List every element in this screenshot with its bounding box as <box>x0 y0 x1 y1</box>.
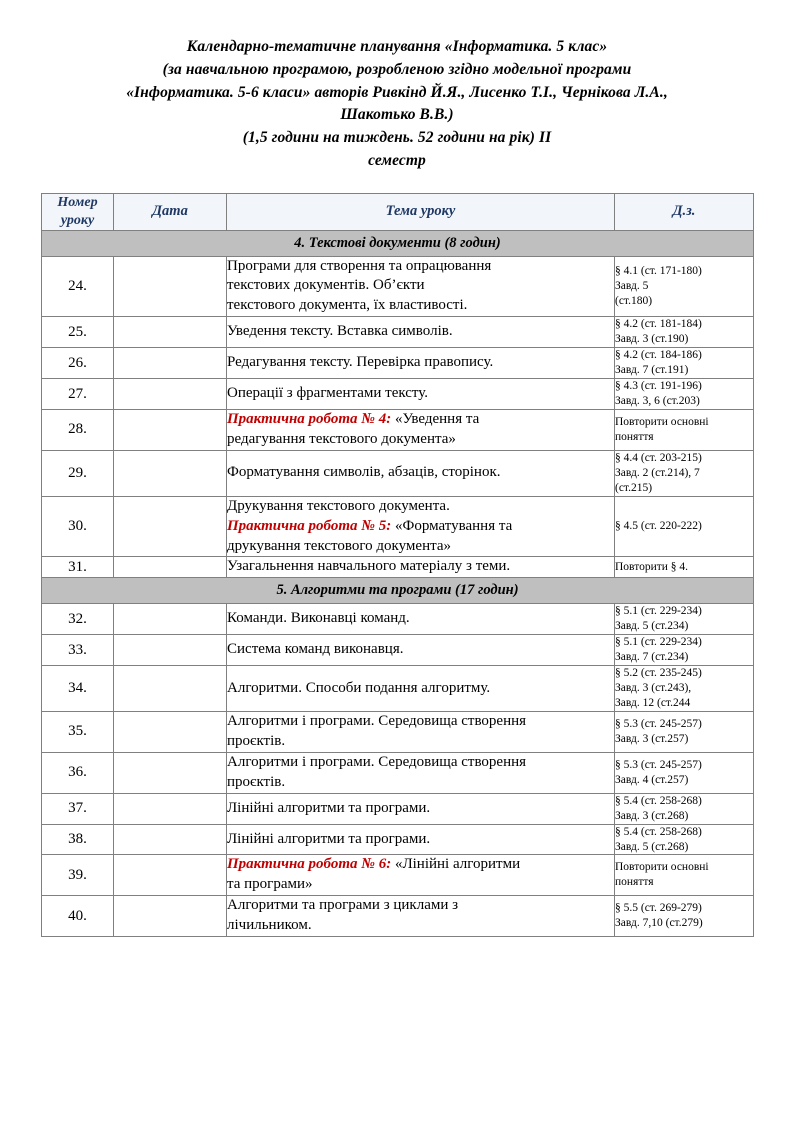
cell-homework <box>615 896 754 937</box>
section-title: 5. Алгоритми та програми (17 годин) <box>42 578 754 604</box>
homework-line: § 5.4 (ст. 258-268) <box>615 825 702 838</box>
cell-homework <box>615 824 754 855</box>
homework-line: (ст.215) <box>615 481 653 494</box>
cell-date[interactable] <box>114 379 227 410</box>
topic-line: Алгоритми. Способи подання алгоритму. <box>227 679 491 696</box>
column-header-homework: Д.з. <box>615 193 754 230</box>
homework-line: § 4.1 (ст. 171-180) <box>615 265 702 277</box>
table-row <box>42 604 754 635</box>
cell-date[interactable] <box>114 896 227 937</box>
cell-date[interactable] <box>114 348 227 379</box>
cell-lesson-number: 30. <box>42 496 114 557</box>
cell-lesson-number: 26. <box>42 348 114 379</box>
topic-line: Система команд виконавця. <box>227 641 404 658</box>
topic-line: Форматування символів, абзаців, сторінок. <box>227 464 501 481</box>
table-row <box>42 896 754 937</box>
table-header-row <box>42 193 754 230</box>
homework-line: Завд. 7,10 (ст.279) <box>615 917 703 930</box>
homework-line: § 4.3 (ст. 191-196) <box>615 380 702 393</box>
cell-topic <box>227 557 615 578</box>
cell-lesson-number: 35. <box>42 711 114 752</box>
cell-topic <box>227 752 615 793</box>
cell-homework <box>615 348 754 379</box>
homework-line: § 5.3 (ст. 245-257) <box>615 717 702 730</box>
cell-lesson-number: 34. <box>42 666 114 712</box>
homework-line: § 4.5 (ст. 220-222) <box>615 520 702 533</box>
homework-line: поняття <box>615 430 654 443</box>
homework-line: § 5.1 (ст. 229-234) <box>615 636 702 649</box>
cell-topic <box>227 317 615 348</box>
cell-date[interactable] <box>114 824 227 855</box>
topic-line: лічильником. <box>227 917 312 934</box>
table-row <box>42 348 754 379</box>
cell-date[interactable] <box>114 604 227 635</box>
topic-line: Команди. Виконавці команд. <box>227 610 410 627</box>
cell-homework <box>615 711 754 752</box>
cell-lesson-number: 40. <box>42 896 114 937</box>
topic-line <box>227 855 614 875</box>
cell-date[interactable] <box>114 635 227 666</box>
cell-lesson-number: 28. <box>42 409 114 450</box>
homework-line: Завд. 3 (ст.243), <box>615 682 692 695</box>
document-title <box>41 36 753 173</box>
homework-line: § 5.1 (ст. 229-234) <box>615 605 702 618</box>
column-header-lesson-number: Номер уроку <box>42 193 114 230</box>
table-row <box>42 496 754 557</box>
homework-line: Завд. 3 (ст.190) <box>615 333 689 346</box>
table-row <box>42 557 754 578</box>
homework-line: § 4.2 (ст. 184-186) <box>615 349 702 362</box>
cell-lesson-number: 37. <box>42 793 114 824</box>
cell-homework <box>615 855 754 896</box>
topic-line: Редагування тексту. Перевірка правопису. <box>227 354 494 371</box>
homework-line: Завд. 7 (ст.234) <box>615 651 689 664</box>
cell-homework <box>615 496 754 557</box>
cell-date[interactable] <box>114 496 227 557</box>
practical-work-label: Практична робота № 5: <box>227 517 392 534</box>
cell-topic <box>227 450 615 496</box>
cell-lesson-number: 29. <box>42 450 114 496</box>
title-line-3: «Інформатика. 5-6 класи» авторів Ривкінд Й.Я., Лисенко Т.І., Чернікова Л.А., <box>126 83 668 101</box>
cell-date[interactable] <box>114 317 227 348</box>
cell-topic <box>227 896 615 937</box>
section-header-row <box>42 230 754 256</box>
topic-line: текстового документа, їх властивості. <box>227 297 468 314</box>
cell-lesson-number: 31. <box>42 557 114 578</box>
title-line-6: семестр <box>368 151 426 169</box>
title-line-5: (1,5 години на тиждень. 52 години на рік) ІІ <box>242 129 552 147</box>
topic-line: Лінійні алгоритми та програми. <box>227 799 431 816</box>
title-line-1: Календарно-тематичне планування «Інформатика. 5 клас» <box>186 38 608 55</box>
practical-work-title: «Лінійні алгоритми <box>391 856 521 873</box>
cell-topic <box>227 824 615 855</box>
cell-topic <box>227 635 615 666</box>
cell-date[interactable] <box>114 666 227 712</box>
cell-date[interactable] <box>114 752 227 793</box>
homework-line: Завд. 7 (ст.191) <box>615 364 689 377</box>
cell-lesson-number: 32. <box>42 604 114 635</box>
topic-line: Алгоритми і програми. Середовища створення <box>227 753 527 770</box>
table-row <box>42 855 754 896</box>
cell-lesson-number: 38. <box>42 824 114 855</box>
homework-line: § 5.5 (ст. 269-279) <box>615 902 702 915</box>
homework-line: Завд. 3 (ст.268) <box>615 809 689 822</box>
homework-line: § 5.3 (ст. 245-257) <box>615 758 702 771</box>
cell-date[interactable] <box>114 793 227 824</box>
cell-topic <box>227 666 615 712</box>
table-row <box>42 379 754 410</box>
lesson-plan-table <box>41 193 754 938</box>
cell-lesson-number: 36. <box>42 752 114 793</box>
cell-homework <box>615 379 754 410</box>
topic-line: Лінійні алгоритми та програми. <box>227 830 431 847</box>
cell-homework <box>615 409 754 450</box>
section-title: 4. Текстові документи (8 годин) <box>42 230 754 256</box>
homework-line: Завд. 4 (ст.257) <box>615 773 689 786</box>
homework-line: (ст.180) <box>615 294 653 307</box>
title-line-2: (за навчальною програмою, розробленою згідно модельної програми <box>162 60 632 78</box>
topic-line: Програми для створення та опрацювання <box>227 257 492 274</box>
cell-date[interactable] <box>114 409 227 450</box>
cell-homework <box>615 256 754 317</box>
table-row <box>42 666 754 712</box>
practical-work-title: «Уведення та <box>391 410 480 427</box>
homework-line: Повторити основні <box>615 861 709 874</box>
cell-date[interactable] <box>114 711 227 752</box>
homework-line: § 5.4 (ст. 258-268) <box>615 794 702 807</box>
homework-line: Завд. 3 (ст.257) <box>615 732 689 745</box>
topic-line: Уведення тексту. Вставка символів. <box>227 323 453 340</box>
topic-line: Алгоритми та програми з циклами з <box>227 897 459 914</box>
cell-topic <box>227 348 615 379</box>
cell-topic <box>227 855 615 896</box>
table-row <box>42 317 754 348</box>
homework-line: Повторити основні <box>615 415 709 428</box>
cell-topic <box>227 604 615 635</box>
homework-line: поняття <box>615 876 654 889</box>
table-row <box>42 793 754 824</box>
cell-topic <box>227 409 615 450</box>
cell-topic <box>227 793 615 824</box>
cell-homework <box>615 752 754 793</box>
practical-work-label: Практична робота № 6: <box>227 856 392 873</box>
homework-line: § 4.2 (ст. 181-184) <box>615 318 702 331</box>
topic-line <box>227 410 614 430</box>
practical-work-label: Практична робота № 4: <box>227 410 392 427</box>
topic-line: текстових документів. Об’єкти <box>227 277 425 294</box>
topic-line: Узагальнення навчального матеріалу з теми. <box>227 558 511 575</box>
homework-line: § 4.4 (ст. 203-215) <box>615 451 702 464</box>
topic-line: Друкування текстового документа. <box>227 497 450 514</box>
topic-line: Алгоритми і програми. Середовища створення <box>227 712 527 729</box>
cell-homework <box>615 635 754 666</box>
cell-lesson-number: 39. <box>42 855 114 896</box>
column-header-topic: Тема уроку <box>227 193 615 230</box>
cell-date[interactable] <box>114 256 227 317</box>
cell-topic <box>227 711 615 752</box>
table-row <box>42 635 754 666</box>
homework-line: Завд. 12 (ст.244 <box>615 697 691 709</box>
cell-lesson-number: 33. <box>42 635 114 666</box>
homework-line: Завд. 5 (ст.234) <box>615 620 689 633</box>
table-row <box>42 824 754 855</box>
table-row <box>42 752 754 793</box>
cell-homework <box>615 666 754 712</box>
cell-homework <box>615 317 754 348</box>
practical-work-title: «Форматування та <box>391 517 513 534</box>
topic-line: друкування текстового документа» <box>227 537 451 554</box>
table-row <box>42 409 754 450</box>
cell-date[interactable] <box>114 450 227 496</box>
table-row <box>42 711 754 752</box>
homework-line: Завд. 2 (ст.214), 7 <box>615 466 700 479</box>
homework-line: § 5.2 (ст. 235-245) <box>615 667 702 680</box>
table-body <box>42 230 754 937</box>
cell-lesson-number: 27. <box>42 379 114 410</box>
cell-date[interactable] <box>114 557 227 578</box>
cell-topic <box>227 256 615 317</box>
cell-homework <box>615 557 754 578</box>
topic-line: Операції з фрагментами тексту. <box>227 385 429 402</box>
cell-topic <box>227 496 615 557</box>
topic-line: проєктів. <box>227 732 286 749</box>
cell-lesson-number: 25. <box>42 317 114 348</box>
topic-line <box>227 517 614 537</box>
topic-line: та програми» <box>227 876 313 893</box>
homework-line: Завд. 5 (ст.268) <box>615 840 689 853</box>
column-header-date: Дата <box>114 193 227 230</box>
table-row <box>42 256 754 317</box>
homework-line: Завд. 3, 6 (ст.203) <box>615 395 700 407</box>
cell-lesson-number: 24. <box>42 256 114 317</box>
cell-homework <box>615 604 754 635</box>
table-row <box>42 450 754 496</box>
cell-date[interactable] <box>114 855 227 896</box>
cell-topic <box>227 379 615 410</box>
homework-line: Завд. 5 <box>615 279 649 292</box>
section-header-row <box>42 578 754 604</box>
cell-homework <box>615 793 754 824</box>
topic-line: проєктів. <box>227 773 286 790</box>
cell-homework <box>615 450 754 496</box>
title-line-4: Шакотько В.В.) <box>340 106 454 124</box>
homework-line: Повторити § 4. <box>615 560 689 573</box>
topic-line: редагування текстового документа» <box>227 430 456 447</box>
